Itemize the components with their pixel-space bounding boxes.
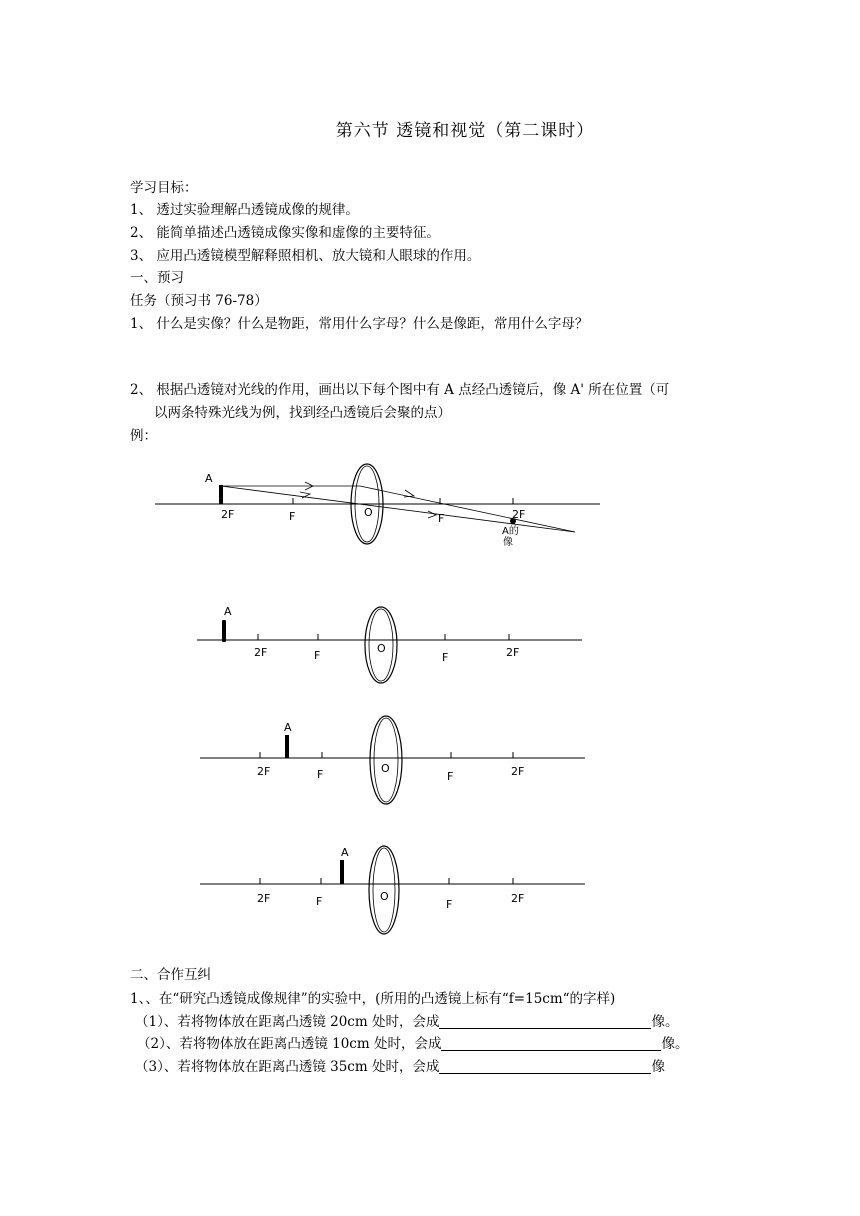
label-2f-left: 2F [221, 508, 235, 521]
objective-item: 2、 能简单描述凸透镜成像实像和虚像的主要特征。 [130, 225, 440, 241]
label-f-left: F [314, 649, 321, 662]
label-o: O [364, 506, 373, 519]
image-label: 像 [503, 537, 513, 548]
exercise-diagram-1 [197, 605, 582, 683]
label-o: O [381, 762, 390, 775]
exercise-diagram-2 [200, 716, 585, 804]
label-2f-left: 2F [257, 892, 271, 905]
label-f-right: F [447, 770, 454, 783]
answer-blank[interactable] [439, 1014, 651, 1029]
objective-item: 1、 透过实验理解凸透镜成像的规律。 [130, 202, 359, 218]
label-2f-right: 2F [511, 892, 525, 905]
fill-question-suffix: 像。 [661, 1036, 689, 1052]
object-label: A [205, 472, 213, 485]
object-arrow [340, 860, 344, 884]
fill-question-1 [135, 1010, 678, 1030]
objective-item: 3、 应用凸透镜模型解释照相机、放大镜和人眼球的作用。 [130, 248, 481, 264]
label-f-left: F [317, 768, 324, 781]
label-f-left: F [289, 510, 296, 523]
example-label: 例： [130, 428, 157, 444]
answer-blank[interactable] [439, 1059, 651, 1074]
fill-question-text: （1）、若将物体放在距离凸透镜 20cm 处时，会成 [135, 1014, 440, 1030]
answer-blank[interactable] [441, 1036, 661, 1051]
object-label: A [224, 605, 232, 618]
ray-arrow [428, 511, 436, 518]
section2-heading: 二、合作互纠 [130, 967, 211, 983]
question-2-line1: 2、 根据凸透镜对光线的作用，画出以下每个图中有 A 点经凸透镜后，像 A' 所在位置（可 [130, 382, 670, 398]
exercise-diagram-3 [200, 846, 585, 934]
label-f-right: F [442, 651, 449, 664]
object-label: A [341, 846, 349, 859]
convex-lens [370, 716, 402, 804]
fill-question-suffix: 像 [651, 1059, 665, 1075]
question-1: 1、 什么是实像？什么是物距，常用什么字母？什么是像距，常用什么字母？ [130, 316, 589, 332]
label-2f-right: 2F [511, 765, 525, 778]
object-arrow [285, 735, 289, 758]
label-f-left: F [316, 895, 323, 908]
label-2f-left: 2F [257, 765, 271, 778]
label-o: O [377, 642, 386, 655]
image-label: A的 [502, 526, 519, 537]
question-section2: 1、、在“研究凸透镜成像规律”的实验中，(所用的凸透镜上标有“f=15cm“的字样) [130, 991, 616, 1007]
label-2f-right: 2F [506, 646, 520, 659]
object-label: A [284, 721, 292, 734]
light-ray [360, 486, 575, 532]
label-o: O [380, 890, 389, 903]
fill-question-suffix: 像。 [651, 1014, 679, 1030]
fill-question-3 [135, 1055, 665, 1075]
task-line: 任务（预习书 76-78） [130, 293, 268, 309]
question-2-line2: 以两条特殊光线为例，找到经凸透镜后会聚的点） [154, 405, 451, 421]
fill-question-text: （3）、若将物体放在距离凸透镜 35cm 处时，会成 [135, 1059, 440, 1075]
page-title: 第六节 透镜和视觉（第二课时） [335, 121, 595, 141]
fill-question-2 [137, 1032, 688, 1052]
label-f-right: F [446, 898, 453, 911]
fill-question-text: （2）、若将物体放在距离凸透镜 10cm 处时，会成 [137, 1036, 442, 1052]
label-f-right: F [438, 512, 445, 525]
label-2f-right: 2F [512, 508, 526, 521]
objectives-heading: 学习目标： [130, 180, 198, 196]
object-arrow [219, 485, 223, 504]
object-arrow [222, 620, 226, 642]
example-diagram [155, 464, 600, 548]
section1-heading: 一、预习 [130, 270, 184, 286]
label-2f-left: 2F [254, 646, 268, 659]
